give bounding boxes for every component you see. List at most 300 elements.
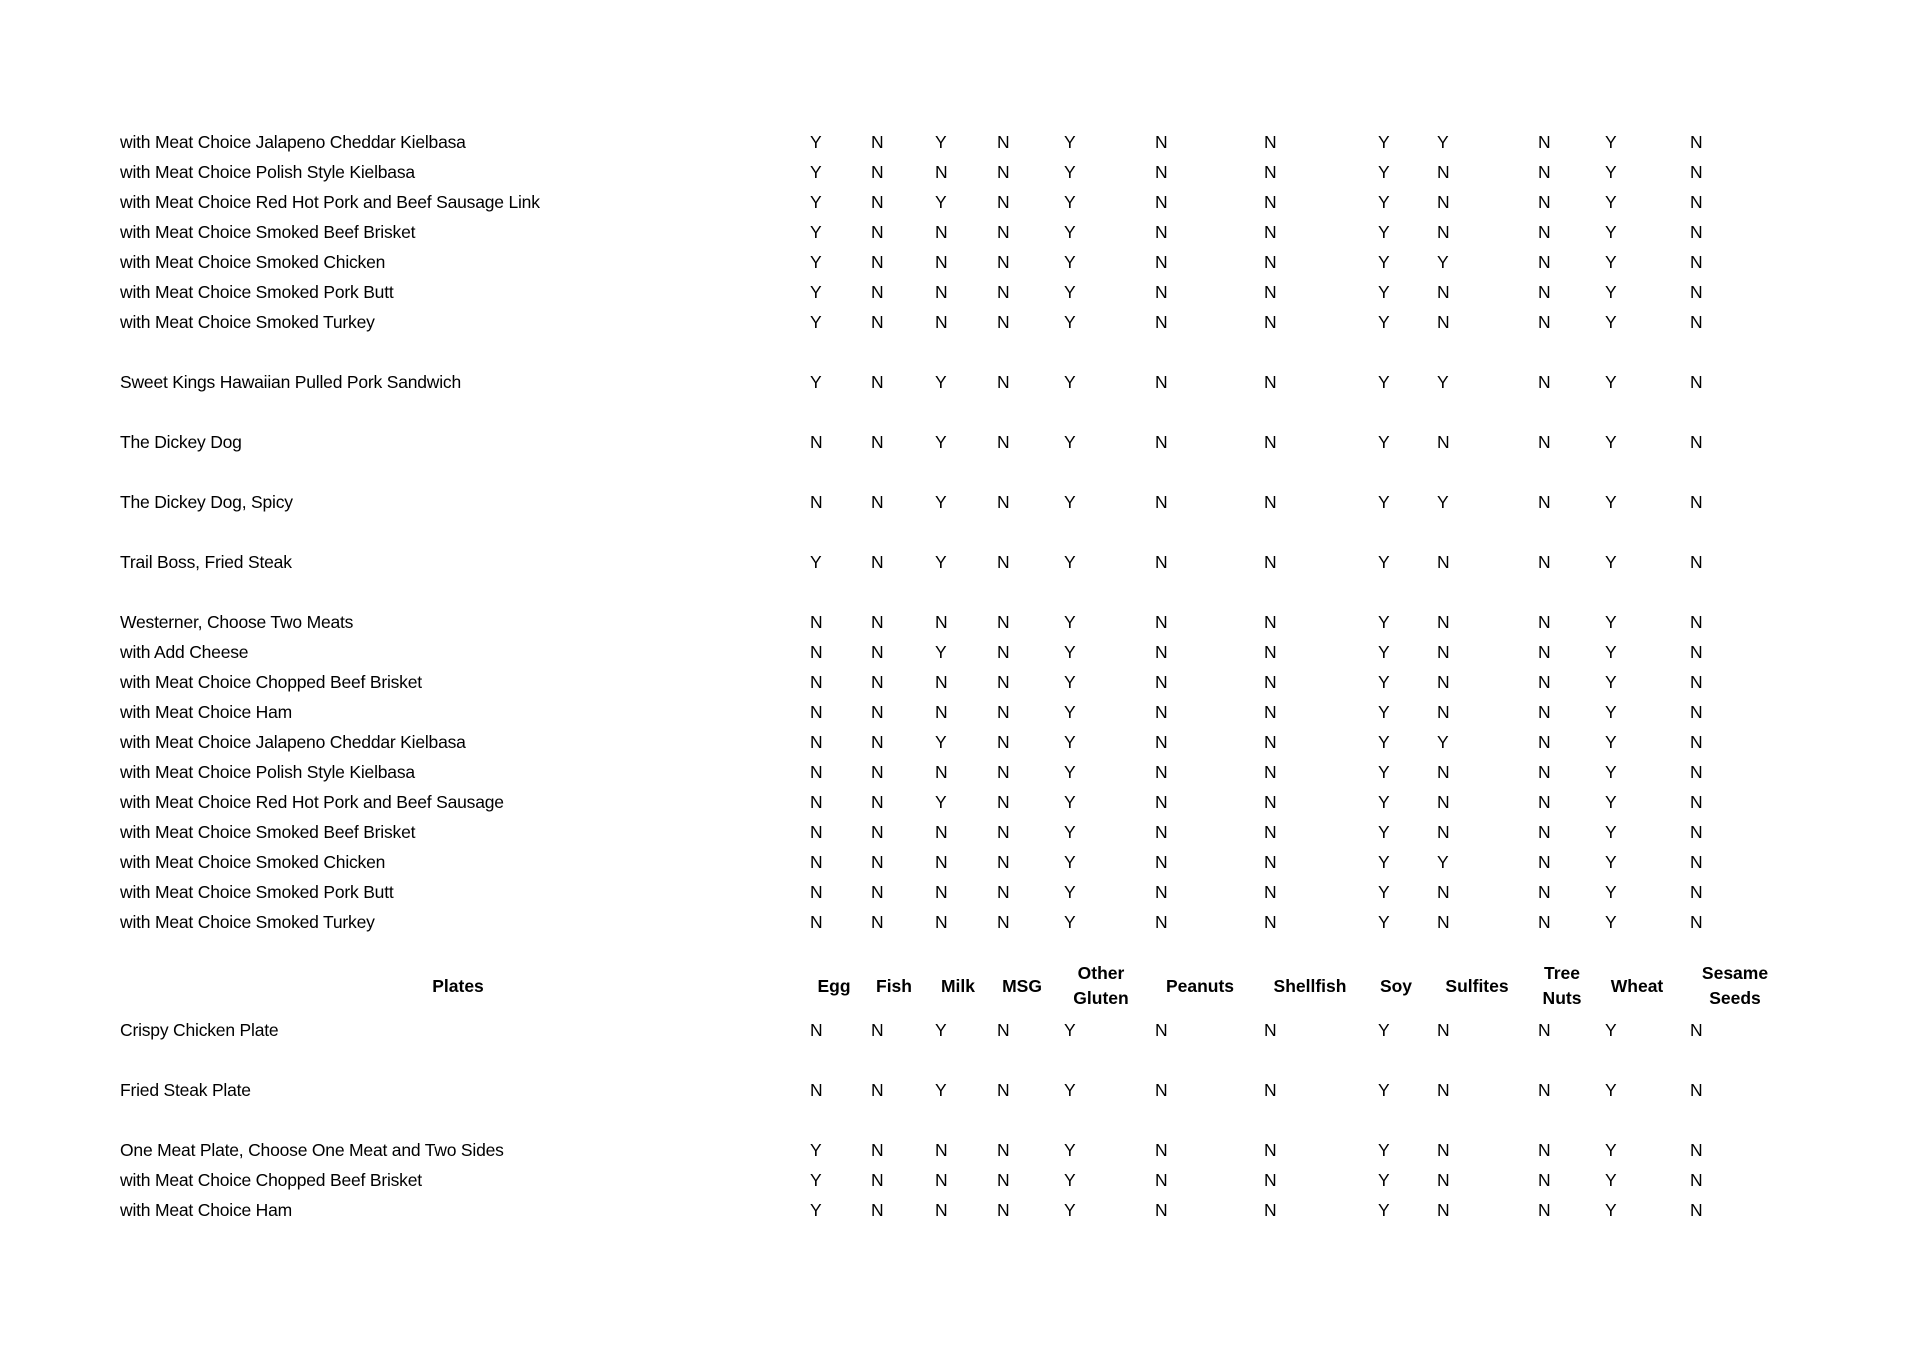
table-row	[0, 698, 1920, 726]
allergen-value-wheat: Y	[1605, 792, 1617, 812]
item-name: with Meat Choice Red Hot Pork and Beef Sausage Link	[120, 192, 540, 212]
allergen-value-wheat: Y	[1605, 912, 1617, 932]
allergen-value-fish: N	[871, 552, 884, 572]
allergen-value-sulfites: Y	[1437, 132, 1449, 152]
allergen-value-milk: N	[935, 162, 948, 182]
allergen-value-fish: N	[871, 762, 884, 782]
table-row	[0, 818, 1920, 846]
allergen-value-fish: N	[871, 1080, 884, 1100]
allergen-value-sulfites: N	[1437, 162, 1450, 182]
allergen-value-egg: Y	[810, 552, 822, 572]
allergen-value-sesame-seeds: N	[1690, 852, 1703, 872]
allergen-value-milk: N	[935, 1140, 948, 1160]
allergen-value-soy: Y	[1378, 912, 1390, 932]
allergen-value-sulfites: N	[1437, 222, 1450, 242]
allergen-value-milk: Y	[935, 552, 947, 572]
allergen-value-shellfish: N	[1264, 1020, 1277, 1040]
table-row	[0, 1196, 1920, 1224]
allergen-value-tree-nuts: N	[1538, 192, 1551, 212]
item-name: with Meat Choice Smoked Beef Brisket	[120, 822, 416, 842]
allergen-value-sulfites: N	[1437, 642, 1450, 662]
allergen-value-fish: N	[871, 1200, 884, 1220]
allergen-value-other-gluten: Y	[1064, 1020, 1076, 1040]
allergen-value-egg: N	[810, 732, 823, 752]
allergen-value-msg: N	[997, 612, 1010, 632]
allergen-value-wheat: Y	[1605, 312, 1617, 332]
allergen-value-milk: N	[935, 1200, 948, 1220]
allergen-value-msg: N	[997, 822, 1010, 842]
allergen-value-sesame-seeds: N	[1690, 192, 1703, 212]
table-row	[0, 218, 1920, 246]
item-name: Crispy Chicken Plate	[120, 1020, 279, 1040]
allergen-value-peanuts: N	[1155, 822, 1168, 842]
allergen-value-msg: N	[997, 672, 1010, 692]
allergen-value-msg: N	[997, 1170, 1010, 1190]
allergen-value-msg: N	[997, 882, 1010, 902]
allergen-value-sulfites: N	[1437, 1020, 1450, 1040]
allergen-value-milk: N	[935, 762, 948, 782]
allergen-value-other-gluten: Y	[1064, 192, 1076, 212]
allergen-value-soy: Y	[1378, 702, 1390, 722]
allergen-value-wheat: Y	[1605, 492, 1617, 512]
allergen-value-msg: N	[997, 1140, 1010, 1160]
allergen-value-soy: Y	[1378, 1080, 1390, 1100]
allergen-value-soy: Y	[1378, 492, 1390, 512]
allergen-value-peanuts: N	[1155, 492, 1168, 512]
allergen-value-egg: Y	[810, 192, 822, 212]
allergen-value-milk: Y	[935, 372, 947, 392]
allergen-value-soy: Y	[1378, 642, 1390, 662]
allergen-value-tree-nuts: N	[1538, 1080, 1551, 1100]
allergen-value-sesame-seeds: N	[1690, 282, 1703, 302]
allergen-value-peanuts: N	[1155, 372, 1168, 392]
allergen-value-tree-nuts: N	[1538, 882, 1551, 902]
item-name: with Meat Choice Chopped Beef Brisket	[120, 672, 422, 692]
allergen-value-egg: N	[810, 702, 823, 722]
allergen-value-egg: N	[810, 822, 823, 842]
column-header-wheat: Wheat	[1610, 975, 1664, 996]
allergen-value-tree-nuts: N	[1538, 672, 1551, 692]
table-row	[0, 128, 1920, 156]
allergen-value-other-gluten: Y	[1064, 852, 1076, 872]
allergen-value-fish: N	[871, 612, 884, 632]
allergen-value-wheat: Y	[1605, 612, 1617, 632]
allergen-value-peanuts: N	[1155, 672, 1168, 692]
column-header-shellfish: Shellfish	[1273, 975, 1347, 996]
allergen-value-milk: Y	[935, 432, 947, 452]
allergen-value-sesame-seeds: N	[1690, 912, 1703, 932]
allergen-value-shellfish: N	[1264, 552, 1277, 572]
allergen-value-sulfites: N	[1437, 882, 1450, 902]
item-name: with Meat Choice Smoked Beef Brisket	[120, 222, 416, 242]
allergen-value-tree-nuts: N	[1538, 132, 1551, 152]
allergen-value-egg: Y	[810, 312, 822, 332]
item-name: with Meat Choice Ham	[120, 1200, 293, 1220]
allergen-value-other-gluten: Y	[1064, 882, 1076, 902]
allergen-value-egg: Y	[810, 222, 822, 242]
table-row	[0, 368, 1920, 396]
allergen-value-shellfish: N	[1264, 132, 1277, 152]
allergen-value-wheat: Y	[1605, 252, 1617, 272]
allergen-value-peanuts: N	[1155, 642, 1168, 662]
allergen-value-egg: N	[810, 612, 823, 632]
allergen-value-peanuts: N	[1155, 162, 1168, 182]
allergen-value-soy: Y	[1378, 432, 1390, 452]
allergen-value-peanuts: N	[1155, 612, 1168, 632]
allergen-value-tree-nuts: N	[1538, 642, 1551, 662]
allergen-value-egg: N	[810, 672, 823, 692]
allergen-value-sesame-seeds: N	[1690, 612, 1703, 632]
allergen-value-shellfish: N	[1264, 822, 1277, 842]
table-row	[0, 728, 1920, 756]
item-name: with Meat Choice Smoked Turkey	[120, 312, 375, 332]
allergen-value-sulfites: Y	[1437, 852, 1449, 872]
allergen-value-peanuts: N	[1155, 1200, 1168, 1220]
column-header-milk: Milk	[940, 975, 976, 996]
allergen-value-wheat: Y	[1605, 702, 1617, 722]
allergen-value-peanuts: N	[1155, 732, 1168, 752]
allergen-value-milk: N	[935, 222, 948, 242]
allergen-value-tree-nuts: N	[1538, 1020, 1551, 1040]
allergen-value-msg: N	[997, 852, 1010, 872]
allergen-value-tree-nuts: N	[1538, 1140, 1551, 1160]
allergen-value-peanuts: N	[1155, 252, 1168, 272]
allergen-value-fish: N	[871, 732, 884, 752]
allergen-value-wheat: Y	[1605, 1200, 1617, 1220]
allergen-value-tree-nuts: N	[1538, 552, 1551, 572]
allergen-value-other-gluten: Y	[1064, 762, 1076, 782]
allergen-value-soy: Y	[1378, 762, 1390, 782]
allergen-value-fish: N	[871, 222, 884, 242]
allergen-value-peanuts: N	[1155, 702, 1168, 722]
allergen-value-sesame-seeds: N	[1690, 822, 1703, 842]
allergen-value-milk: Y	[935, 1080, 947, 1100]
allergen-value-peanuts: N	[1155, 912, 1168, 932]
allergen-value-shellfish: N	[1264, 192, 1277, 212]
table-row	[0, 668, 1920, 696]
allergen-value-soy: Y	[1378, 792, 1390, 812]
allergen-value-shellfish: N	[1264, 702, 1277, 722]
allergen-value-wheat: Y	[1605, 1140, 1617, 1160]
allergen-value-wheat: Y	[1605, 372, 1617, 392]
allergen-value-egg: N	[810, 642, 823, 662]
table-row	[0, 788, 1920, 816]
allergen-value-other-gluten: Y	[1064, 252, 1076, 272]
allergen-value-sulfites: N	[1437, 432, 1450, 452]
allergen-value-egg: N	[810, 1020, 823, 1040]
allergen-value-soy: Y	[1378, 822, 1390, 842]
allergen-value-other-gluten: Y	[1064, 222, 1076, 242]
allergen-value-tree-nuts: N	[1538, 492, 1551, 512]
item-name: with Meat Choice Smoked Chicken	[120, 252, 386, 272]
allergen-value-msg: N	[997, 132, 1010, 152]
allergen-value-other-gluten: Y	[1064, 1140, 1076, 1160]
allergen-value-sesame-seeds: N	[1690, 432, 1703, 452]
allergen-value-shellfish: N	[1264, 852, 1277, 872]
allergen-value-egg: N	[810, 492, 823, 512]
allergen-value-wheat: Y	[1605, 672, 1617, 692]
item-name: with Meat Choice Jalapeno Cheddar Kielbasa	[120, 732, 466, 752]
allergen-value-msg: N	[997, 222, 1010, 242]
allergen-value-shellfish: N	[1264, 912, 1277, 932]
allergen-value-sesame-seeds: N	[1690, 1080, 1703, 1100]
allergen-value-tree-nuts: N	[1538, 612, 1551, 632]
allergen-value-egg: Y	[810, 1170, 822, 1190]
allergen-value-shellfish: N	[1264, 792, 1277, 812]
allergen-value-peanuts: N	[1155, 132, 1168, 152]
item-name: with Meat Choice Smoked Pork Butt	[120, 882, 394, 902]
allergen-value-wheat: Y	[1605, 822, 1617, 842]
allergen-value-fish: N	[871, 252, 884, 272]
allergen-value-other-gluten: Y	[1064, 1080, 1076, 1100]
allergen-value-msg: N	[997, 792, 1010, 812]
allergen-value-peanuts: N	[1155, 192, 1168, 212]
table-row	[0, 188, 1920, 216]
allergen-value-tree-nuts: N	[1538, 792, 1551, 812]
allergen-value-tree-nuts: N	[1538, 1200, 1551, 1220]
allergen-value-fish: N	[871, 132, 884, 152]
allergen-value-milk: Y	[935, 642, 947, 662]
table-row	[0, 1136, 1920, 1164]
allergen-value-egg: N	[810, 762, 823, 782]
allergen-value-sesame-seeds: N	[1690, 552, 1703, 572]
allergen-value-sesame-seeds: N	[1690, 1170, 1703, 1190]
allergen-value-sesame-seeds: N	[1690, 702, 1703, 722]
item-name: with Meat Choice Polish Style Kielbasa	[120, 162, 415, 182]
column-header-label: Sesame Seeds	[1701, 963, 1769, 1008]
allergen-value-other-gluten: Y	[1064, 492, 1076, 512]
allergen-value-msg: N	[997, 282, 1010, 302]
column-header-egg: Egg	[817, 975, 851, 996]
allergen-value-msg: N	[997, 552, 1010, 572]
allergen-value-fish: N	[871, 642, 884, 662]
table-row	[0, 248, 1920, 276]
allergen-value-shellfish: N	[1264, 282, 1277, 302]
allergen-value-egg: N	[810, 432, 823, 452]
table-row	[0, 758, 1920, 786]
item-name: The Dickey Dog, Spicy	[120, 492, 293, 512]
allergen-value-wheat: Y	[1605, 162, 1617, 182]
allergen-value-fish: N	[871, 672, 884, 692]
column-header-sulfites: Sulfites	[1445, 975, 1509, 996]
allergen-value-milk: N	[935, 882, 948, 902]
item-name: One Meat Plate, Choose One Meat and Two Sides	[120, 1140, 504, 1160]
table-row	[0, 848, 1920, 876]
allergen-value-wheat: Y	[1605, 432, 1617, 452]
allergen-value-msg: N	[997, 1200, 1010, 1220]
allergen-value-peanuts: N	[1155, 1020, 1168, 1040]
allergen-value-sulfites: N	[1437, 822, 1450, 842]
item-name: Fried Steak Plate	[120, 1080, 251, 1100]
allergen-value-soy: Y	[1378, 312, 1390, 332]
table-row	[0, 548, 1920, 576]
allergen-value-wheat: Y	[1605, 762, 1617, 782]
allergen-value-peanuts: N	[1155, 852, 1168, 872]
allergen-value-egg: N	[810, 912, 823, 932]
column-header-msg: MSG	[1002, 975, 1042, 996]
allergen-value-soy: Y	[1378, 252, 1390, 272]
allergen-value-peanuts: N	[1155, 1140, 1168, 1160]
allergen-value-milk: N	[935, 1170, 948, 1190]
item-name: with Meat Choice Smoked Chicken	[120, 852, 386, 872]
allergen-value-sulfites: N	[1437, 912, 1450, 932]
allergen-value-shellfish: N	[1264, 612, 1277, 632]
allergen-value-other-gluten: Y	[1064, 312, 1076, 332]
allergen-value-sulfites: N	[1437, 762, 1450, 782]
allergen-value-soy: Y	[1378, 162, 1390, 182]
allergen-value-fish: N	[871, 192, 884, 212]
allergen-value-sesame-seeds: N	[1690, 672, 1703, 692]
allergen-value-tree-nuts: N	[1538, 222, 1551, 242]
allergen-value-milk: N	[935, 702, 948, 722]
allergen-value-soy: Y	[1378, 852, 1390, 872]
allergen-value-shellfish: N	[1264, 1200, 1277, 1220]
allergen-value-soy: Y	[1378, 732, 1390, 752]
allergen-value-sesame-seeds: N	[1690, 222, 1703, 242]
allergen-value-sulfites: N	[1437, 552, 1450, 572]
allergen-value-egg: N	[810, 1080, 823, 1100]
allergen-value-shellfish: N	[1264, 882, 1277, 902]
allergen-value-sesame-seeds: N	[1690, 642, 1703, 662]
item-name: with Meat Choice Smoked Pork Butt	[120, 282, 394, 302]
allergen-value-msg: N	[997, 732, 1010, 752]
allergen-value-soy: Y	[1378, 132, 1390, 152]
column-header-tree-nuts	[1543, 960, 1582, 1012]
allergen-value-other-gluten: Y	[1064, 372, 1076, 392]
allergen-value-sesame-seeds: N	[1690, 882, 1703, 902]
allergen-value-shellfish: N	[1264, 1170, 1277, 1190]
column-header-row	[0, 960, 1920, 1012]
allergen-value-wheat: Y	[1605, 852, 1617, 872]
allergen-value-shellfish: N	[1264, 1140, 1277, 1160]
allergen-value-sulfites: N	[1437, 1080, 1450, 1100]
allergen-value-sesame-seeds: N	[1690, 792, 1703, 812]
table-row	[0, 278, 1920, 306]
allergen-value-tree-nuts: N	[1538, 822, 1551, 842]
allergen-value-soy: Y	[1378, 192, 1390, 212]
allergen-value-peanuts: N	[1155, 222, 1168, 242]
allergen-value-milk: Y	[935, 1020, 947, 1040]
allergen-value-other-gluten: Y	[1064, 132, 1076, 152]
table-row	[0, 1166, 1920, 1194]
allergen-value-soy: Y	[1378, 1020, 1390, 1040]
allergen-value-sesame-seeds: N	[1690, 1020, 1703, 1040]
allergen-value-peanuts: N	[1155, 1080, 1168, 1100]
allergen-value-peanuts: N	[1155, 882, 1168, 902]
allergen-value-other-gluten: Y	[1064, 702, 1076, 722]
table-row	[0, 488, 1920, 516]
item-name: with Meat Choice Chopped Beef Brisket	[120, 1170, 422, 1190]
allergen-value-soy: Y	[1378, 1170, 1390, 1190]
allergen-value-sulfites: Y	[1437, 372, 1449, 392]
allergen-value-msg: N	[997, 1020, 1010, 1040]
allergen-value-tree-nuts: N	[1538, 762, 1551, 782]
allergen-value-other-gluten: Y	[1064, 642, 1076, 662]
allergen-value-fish: N	[871, 702, 884, 722]
allergen-value-soy: Y	[1378, 612, 1390, 632]
allergen-value-tree-nuts: N	[1538, 732, 1551, 752]
allergen-value-tree-nuts: N	[1538, 282, 1551, 302]
allergen-value-peanuts: N	[1155, 432, 1168, 452]
column-header-other-gluten	[1073, 960, 1128, 1012]
allergen-value-soy: Y	[1378, 672, 1390, 692]
allergen-value-shellfish: N	[1264, 762, 1277, 782]
allergen-value-msg: N	[997, 642, 1010, 662]
allergen-value-wheat: Y	[1605, 1170, 1617, 1190]
allergen-value-sesame-seeds: N	[1690, 1140, 1703, 1160]
allergen-value-shellfish: N	[1264, 252, 1277, 272]
allergen-value-shellfish: N	[1264, 432, 1277, 452]
item-name: with Meat Choice Polish Style Kielbasa	[120, 762, 415, 782]
allergen-value-msg: N	[997, 192, 1010, 212]
allergen-value-tree-nuts: N	[1538, 162, 1551, 182]
allergen-value-milk: N	[935, 612, 948, 632]
allergen-value-wheat: Y	[1605, 1020, 1617, 1040]
column-header-fish: Fish	[876, 975, 912, 996]
allergen-value-fish: N	[871, 822, 884, 842]
allergen-value-milk: Y	[935, 192, 947, 212]
allergen-value-peanuts: N	[1155, 552, 1168, 572]
table-row	[0, 1076, 1920, 1104]
table-row	[0, 428, 1920, 456]
allergen-value-peanuts: N	[1155, 282, 1168, 302]
allergen-value-other-gluten: Y	[1064, 1170, 1076, 1190]
allergen-value-soy: Y	[1378, 552, 1390, 572]
allergen-value-sulfites: N	[1437, 282, 1450, 302]
allergen-value-msg: N	[997, 372, 1010, 392]
allergen-value-sesame-seeds: N	[1690, 732, 1703, 752]
table-row	[0, 158, 1920, 186]
allergen-value-fish: N	[871, 282, 884, 302]
allergen-value-fish: N	[871, 912, 884, 932]
allergen-value-soy: Y	[1378, 882, 1390, 902]
allergen-value-tree-nuts: N	[1538, 432, 1551, 452]
allergen-value-sulfites: N	[1437, 702, 1450, 722]
allergen-value-other-gluten: Y	[1064, 912, 1076, 932]
allergen-value-milk: N	[935, 252, 948, 272]
item-name: with Meat Choice Smoked Turkey	[120, 912, 375, 932]
allergen-value-fish: N	[871, 492, 884, 512]
allergen-value-egg: N	[810, 852, 823, 872]
allergen-value-wheat: Y	[1605, 642, 1617, 662]
allergen-value-wheat: Y	[1605, 1080, 1617, 1100]
allergen-value-msg: N	[997, 702, 1010, 722]
allergen-value-other-gluten: Y	[1064, 162, 1076, 182]
table-row	[0, 908, 1920, 936]
allergen-value-wheat: Y	[1605, 882, 1617, 902]
allergen-value-msg: N	[997, 162, 1010, 182]
allergen-value-msg: N	[997, 762, 1010, 782]
allergen-value-wheat: Y	[1605, 552, 1617, 572]
allergen-value-peanuts: N	[1155, 1170, 1168, 1190]
allergen-value-milk: N	[935, 312, 948, 332]
allergen-value-shellfish: N	[1264, 162, 1277, 182]
table-row	[0, 638, 1920, 666]
allergen-value-fish: N	[871, 162, 884, 182]
allergen-value-msg: N	[997, 432, 1010, 452]
item-name: with Meat Choice Red Hot Pork and Beef Sausage	[120, 792, 504, 812]
allergen-value-fish: N	[871, 432, 884, 452]
allergen-value-fish: N	[871, 792, 884, 812]
table-row	[0, 608, 1920, 636]
allergen-value-soy: Y	[1378, 372, 1390, 392]
allergen-value-wheat: Y	[1605, 222, 1617, 242]
allergen-value-tree-nuts: N	[1538, 372, 1551, 392]
allergen-value-peanuts: N	[1155, 792, 1168, 812]
allergen-value-sesame-seeds: N	[1690, 132, 1703, 152]
allergen-value-shellfish: N	[1264, 1080, 1277, 1100]
allergen-value-tree-nuts: N	[1538, 312, 1551, 332]
